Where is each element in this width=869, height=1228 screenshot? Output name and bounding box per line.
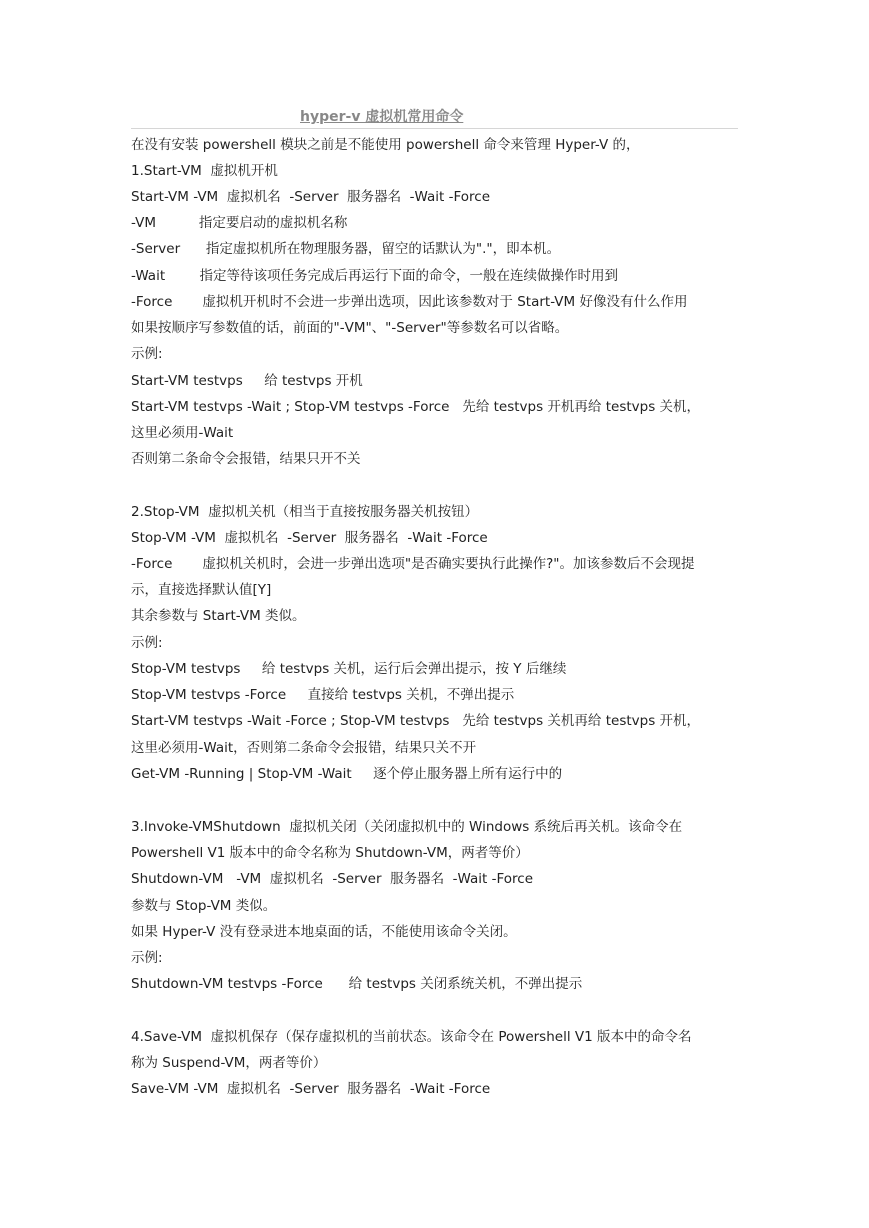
text-line: Start-VM testvps 给 testvps 开机 [131, 373, 363, 389]
title-divider [131, 128, 738, 129]
document-title: hyper-v 虚拟机常用命令 [300, 109, 464, 125]
text-line: Get-VM -Running | Stop-VM -Wait 逐个停止服务器上所有运行中的 [131, 766, 563, 782]
text-line: 其余参数与 Start-VM 类似。 [131, 608, 306, 624]
section-heading-save-vm: 4.Save-VM 虚拟机保存（保存虚拟机的当前状态。该命令在 Powershell V1 版本中的命令名 [131, 1029, 692, 1045]
text-line: 示例: [131, 950, 163, 966]
text-line: 如果按顺序写参数值的话，前面的"-VM"、"-Server"等参数名可以省略。 [131, 320, 569, 336]
text-line: -VM 指定要启动的虚拟机名称 [131, 215, 348, 231]
text-line: 示，直接选择默认值[Y] [131, 582, 272, 598]
text-line: 参数与 Stop-VM 类似。 [131, 898, 277, 914]
text-line: 这里必须用-Wait [131, 425, 234, 441]
text-line: 如果 Hyper-V 没有登录进本地桌面的话，不能使用该命令关闭。 [131, 924, 517, 940]
text-line: Stop-VM testvps -Force 直接给 testvps 关机，不弹出提示 [131, 687, 515, 703]
text-line: -Force 虚拟机关机时，会进一步弹出选项"是否确实要执行此操作?"。加该参数后不会现提 [131, 556, 695, 572]
text-line: Stop-VM -VM 虚拟机名 -Server 服务器名 -Wait -Force [131, 530, 488, 546]
text-line: -Force 虚拟机开机时不会进一步弹出选项，因此该参数对于 Start-VM 好像没有什么作用 [131, 294, 688, 310]
text-line: Save-VM -VM 虚拟机名 -Server 服务器名 -Wait -Force [131, 1081, 491, 1097]
text-line: Powershell V1 版本中的命令名称为 Shutdown-VM，两者等价） [131, 845, 529, 861]
text-line: Shutdown-VM -VM 虚拟机名 -Server 服务器名 -Wait -Force [131, 871, 534, 887]
text-line: 在没有安装 powershell 模块之前是不能使用 powershell 命令来管理 Hyper-V 的， [131, 137, 640, 153]
text-line: Start-VM testvps -Wait -Force ; Stop-VM testvps 先给 testvps 关机再给 testvps 开机， [131, 713, 701, 729]
text-line: Shutdown-VM testvps -Force 给 testvps 关闭系统关机，不弹出提示 [131, 976, 583, 992]
text-line: -Server 指定虚拟机所在物理服务器，留空的话默认为"."，即本机。 [131, 241, 561, 257]
text-line: 否则第二条命令会报错，结果只开不关 [131, 451, 361, 467]
text-line: Start-VM testvps -Wait ; Stop-VM testvps -Force 先给 testvps 开机再给 testvps 关机， [131, 399, 701, 415]
text-line: -Wait 指定等待该项任务完成后再运行下面的命令，一般在连续做操作时用到 [131, 268, 618, 284]
section-heading-invoke-vmshutdown: 3.Invoke-VMShutdown 虚拟机关闭（关闭虚拟机中的 Windows 系统后再关机。该命令在 [131, 819, 683, 835]
text-line: 这里必须用-Wait，否则第二条命令会报错，结果只关不开 [131, 740, 477, 756]
section-heading-start-vm: 1.Start-VM 虚拟机开机 [131, 163, 278, 179]
section-heading-stop-vm: 2.Stop-VM 虚拟机关机（相当于直接按服务器关机按钮） [131, 504, 479, 520]
text-line: 称为 Suspend-VM，两者等价） [131, 1055, 327, 1071]
text-line: 示例: [131, 635, 163, 651]
text-line: Start-VM -VM 虚拟机名 -Server 服务器名 -Wait -Force [131, 189, 491, 205]
text-line: Stop-VM testvps 给 testvps 关机，运行后会弹出提示，按 Y 后继续 [131, 661, 567, 677]
text-line: 示例: [131, 346, 163, 362]
